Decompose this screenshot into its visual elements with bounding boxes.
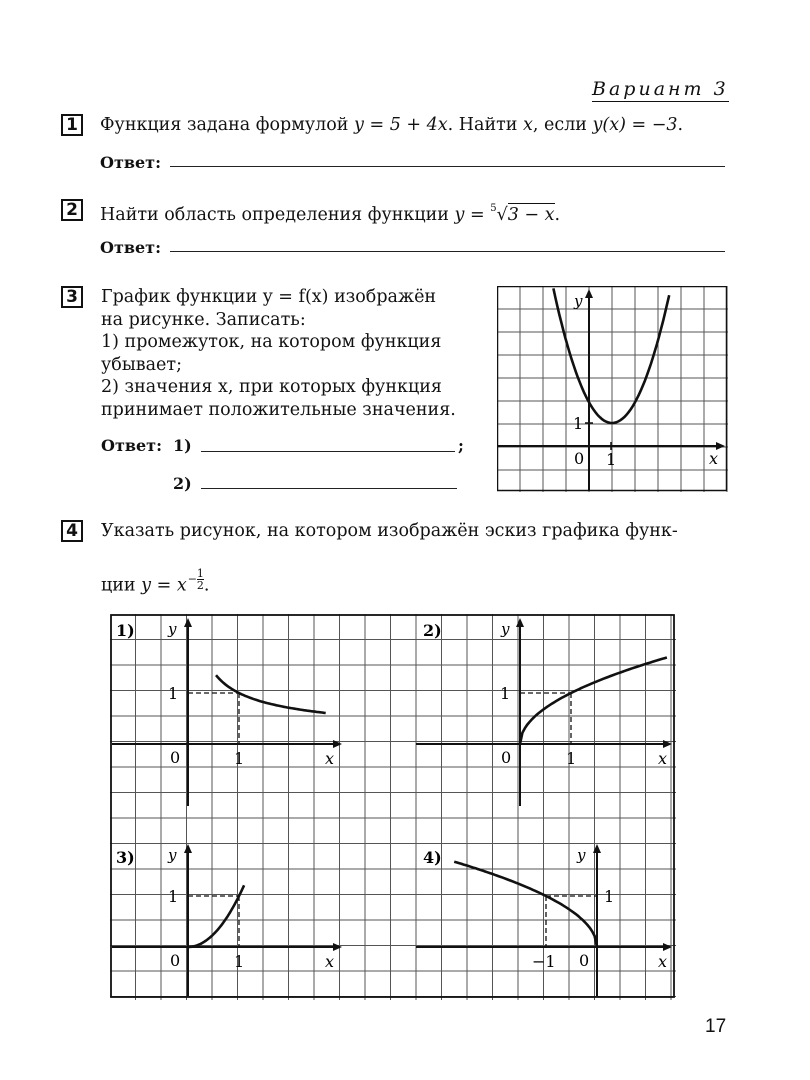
panel-2-y-arrow-icon: [516, 618, 524, 627]
task-4-number: 4: [61, 520, 83, 542]
panel-1-x-tick: 1: [234, 749, 245, 768]
task-2-answer-line[interactable]: [170, 251, 725, 252]
task-3-answer-2-line[interactable]: [201, 488, 457, 489]
task-4-grid: [110, 614, 676, 1000]
task-1-answer-label: Ответ:: [100, 153, 161, 172]
task-4-figure: [110, 614, 676, 1000]
panel-2-y-tick: 1: [500, 684, 511, 703]
task-3-answer-2-label: 2): [173, 474, 192, 493]
variant-title: Вариант 3: [592, 78, 729, 100]
task-3-y-label: y: [574, 292, 583, 310]
task-3-y-arrow-icon: [585, 289, 593, 298]
panel-1-y-label: y: [168, 620, 177, 638]
panel-2-curve: [520, 658, 667, 745]
panel-3-x-tick: 1: [234, 952, 245, 971]
root-index: 5: [490, 203, 497, 214]
task-3-origin: 0: [574, 449, 585, 468]
task-1-answer-line[interactable]: [170, 166, 725, 167]
panel-1-y-arrow-icon: [184, 618, 192, 627]
panel-1-curve: [216, 675, 326, 713]
panel-1-origin: 0: [170, 748, 181, 767]
task-3-x-label: x: [709, 449, 719, 468]
task-4-text-line1: Указать рисунок, на котором изображён эскиз графика функ-: [101, 521, 678, 541]
task-3-graph: [497, 286, 728, 492]
task-3-text: График функции y = f(x) изображён на рисунке. Записать: 1) промежуток, на котором функция убывает; 2) значения x, при которых функция принимает положительные значения.: [101, 287, 456, 420]
task-3-answer-1-label: 1): [173, 436, 192, 455]
panel-2-label: 2): [423, 621, 442, 640]
radical-sign-icon: √: [496, 204, 508, 225]
panel-4-origin: 0: [579, 951, 590, 970]
exponent: − $\frac{1}{2}$: [187, 567, 204, 592]
panel-4-y-tick: 1: [604, 887, 615, 906]
task-1-text: Функция задана формулой y = 5 + 4x. Найти x, если y(x) = −3.: [100, 115, 684, 135]
task-3-answer-sep: ;: [458, 436, 464, 455]
task-3-answer-1-line[interactable]: [201, 451, 455, 452]
panel-2-x-label: x: [658, 749, 668, 768]
task-1-number: 1: [61, 114, 83, 136]
panel-3-x-arrow-icon: [333, 943, 342, 951]
task-3-y-tick: 1: [573, 414, 584, 433]
panel-3-y-label: y: [168, 846, 177, 864]
panel-1-label: 1): [116, 621, 135, 640]
task-4-text-line2: ции y = x− $\frac{1}{2}$ .: [101, 567, 210, 596]
panel-4-label: 4): [423, 848, 442, 867]
panel-4-y-label: y: [577, 846, 586, 864]
panel-2-x-tick: 1: [566, 749, 577, 768]
page-number: 17: [705, 1016, 727, 1037]
panel-4-curve: [454, 862, 597, 947]
panel-2-origin: 0: [501, 748, 512, 767]
panel-3-x-label: x: [325, 952, 335, 971]
task-3-number: 3: [61, 286, 83, 308]
panel-3-y-arrow-icon: [184, 844, 192, 853]
panel-1[interactable]: [112, 618, 342, 806]
task-3-x-tick: 1: [606, 450, 617, 469]
panel-4-x-tick: −1: [532, 952, 556, 971]
task-2-text: Найти область определения функции y = $^5$√3 − x.: [100, 203, 561, 225]
panel-1-x-label: x: [325, 749, 335, 768]
panel-1-y-tick: 1: [168, 684, 179, 703]
panel-3-y-tick: 1: [168, 887, 179, 906]
task-3-answer-label: Ответ:: [101, 436, 162, 455]
panel-3-origin: 0: [170, 951, 181, 970]
panel-4-x-label: x: [658, 952, 668, 971]
panel-3-label: 3): [116, 848, 135, 867]
task-2-number: 2: [61, 199, 83, 221]
task-2-answer-label: Ответ:: [100, 238, 161, 257]
panel-2-y-label: y: [501, 620, 510, 638]
